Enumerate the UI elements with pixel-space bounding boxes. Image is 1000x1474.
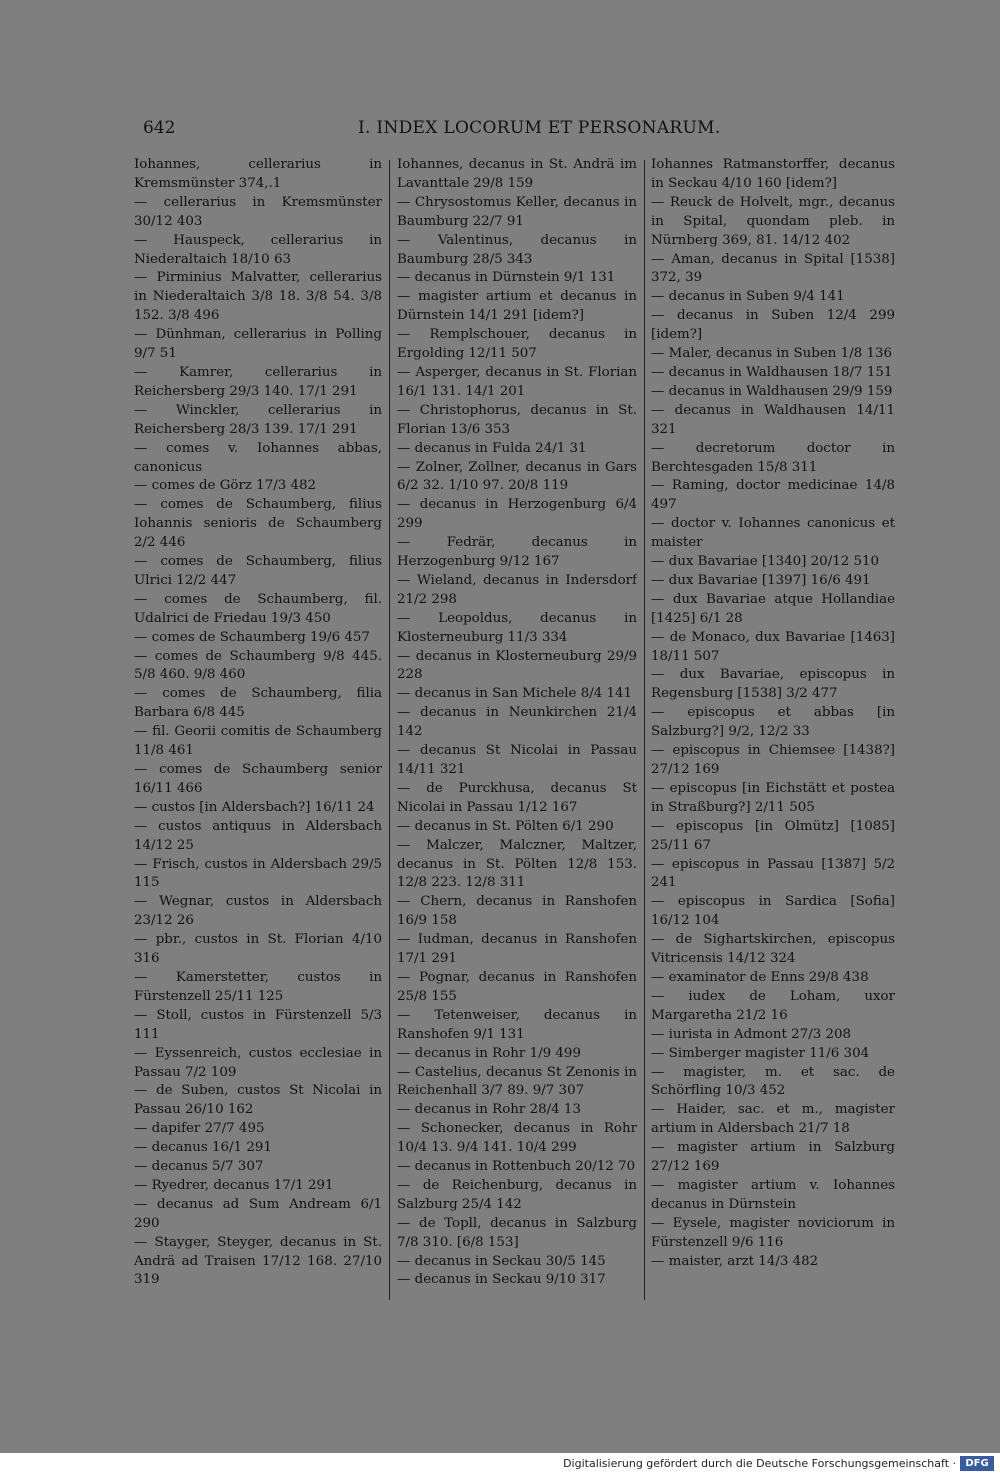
index-entry: — pbr., custos in St. Florian 4/10 316 bbox=[134, 932, 382, 967]
index-entry: — decanus in Suben 12/4 299 [idem?] bbox=[651, 308, 895, 343]
dfg-logo-icon: DFG bbox=[960, 1456, 994, 1471]
index-entry: — decanus in Neunkirchen 21/4 142 bbox=[397, 705, 637, 740]
index-entry: — Remplschouer, decanus in Ergolding 12/11 507 bbox=[397, 327, 637, 362]
index-entry: — de Sighartskirchen, episcopus Vitricensis 14/12 324 bbox=[651, 932, 895, 967]
index-entry: — magister artium v. Iohannes decanus in Dürnstein bbox=[651, 1177, 895, 1212]
index-entry: — Pirminius Malvatter, cellerarius in Niederaltaich 3/8 18. 3/8 54. 3/8 152. 3/8 496 bbox=[134, 270, 382, 324]
index-entry: — magister artium in Salzburg 27/12 169 bbox=[651, 1140, 895, 1175]
index-entry: — Kamerstetter, custos in Fürstenzell 25/11 125 bbox=[134, 969, 382, 1004]
index-entry: — dux Bavariae atque Hollandiae [1425] 6/1 28 bbox=[651, 591, 895, 626]
index-entry: — episcopus in Sardica [Sofia] 16/12 104 bbox=[651, 894, 895, 929]
index-entry: — Raming, doctor medicinae 14/8 497 bbox=[651, 478, 895, 513]
index-entry: — Reuck de Holvelt, mgr., decanus in Spital, quondam pleb. in Nürnberg 369, 81. 14/12 402 bbox=[651, 194, 895, 248]
index-entry: — comes de Schaumberg, fil. Udalrici de Friedau 19/3 450 bbox=[134, 591, 382, 626]
index-entry: — Zolner, Zollner, decanus in Gars 6/2 32. 1/10 97. 20/8 119 bbox=[397, 459, 637, 494]
index-entry: — examinator de Enns 29/8 438 bbox=[651, 969, 869, 985]
footer-credit: Digitalisierung gefördert durch die Deutsche Forschungsgemeinschaft · bbox=[563, 1457, 956, 1470]
index-entry: — doctor v. Iohannes canonicus et maister bbox=[651, 516, 895, 551]
index-entry: — Wegnar, custos in Aldersbach 23/12 26 bbox=[134, 894, 382, 929]
index-entry: — dux Bavariae, episcopus in Regensburg [1538] 3/2 477 bbox=[651, 667, 895, 702]
index-entry: — iurista in Admont 27/3 208 bbox=[651, 1026, 852, 1042]
index-entry: — decanus St Nicolai in Passau 14/11 321 bbox=[397, 743, 637, 777]
index-entry: — iudex de Loham, uxor Margaretha 21/2 16 bbox=[651, 988, 895, 1023]
index-entry: — de Topll, decanus in Salzburg 7/8 310. [6/8 153] bbox=[397, 1215, 637, 1250]
index-entry: — custos [in Aldersbach?] 16/11 24 bbox=[134, 799, 375, 815]
index-entry: — Schonecker, decanus in Rohr 10/4 13. 9/4 141. 10/4 299 bbox=[397, 1121, 637, 1156]
index-entry: — Malczer, Malczner, Maltzer, decanus in St. Pölten 12/8 153. 12/8 223. 12/8 311 bbox=[397, 837, 637, 891]
index-entry: — episcopus in Chiemsee [1438?] 27/12 169 bbox=[651, 743, 895, 777]
index-entry: — comes de Schaumberg, filius Ulrici 12/2 447 bbox=[134, 554, 382, 588]
index-entry: — Eysele, magister noviciorum in Fürstenzell 9/6 116 bbox=[651, 1215, 895, 1250]
index-entry: — dux Bavariae [1397] 16/6 491 bbox=[651, 572, 871, 588]
index-entry: — decanus 16/1 291 bbox=[134, 1140, 272, 1156]
index-entry: — Ryedrer, decanus 17/1 291 bbox=[134, 1177, 334, 1193]
index-entry: — custos antiquus in Aldersbach 14/12 25 bbox=[134, 818, 382, 853]
index-entry: — decanus in Seckau 30/5 145 bbox=[397, 1253, 606, 1269]
index-entry: — decanus 5/7 307 bbox=[134, 1159, 264, 1175]
index-entry: — Tetenweiser, decanus in Ranshofen 9/1 131 bbox=[397, 1007, 637, 1042]
index-entry: — Leopoldus, decanus in Klosterneuburg 11/3 334 bbox=[397, 610, 637, 645]
index-entry: — comes de Schaumberg, filius Iohannis senioris de Schaumberg 2/2 446 bbox=[134, 497, 382, 551]
index-entry: — Simberger magister 11/6 304 bbox=[651, 1045, 870, 1061]
column-divider bbox=[644, 160, 645, 1300]
index-entry: — decanus ad Sum Andream 6/1 290 bbox=[134, 1196, 382, 1231]
index-entry: Iohannes, decanus in St. Andrä im Lavanttale 29/8 159 bbox=[397, 157, 637, 191]
index-entry: — Dünhman, cellerarius in Polling 9/7 51 bbox=[134, 327, 382, 362]
index-entry: — de Suben, custos St Nicolai in Passau 26/10 162 bbox=[134, 1083, 382, 1118]
index-entry: Iohannes Ratmanstorffer, decanus in Seckau 4/10 160 [idem?] bbox=[651, 157, 895, 191]
index-entry: — Aman, decanus in Spital [1538] 372, 39 bbox=[651, 251, 895, 286]
index-entry: — decanus in Rohr 28/4 13 bbox=[397, 1102, 581, 1118]
index-entry: — Fedrär, decanus in Herzogenburg 9/12 167 bbox=[397, 535, 637, 570]
index-entry: — fil. Georii comitis de Schaumberg 11/8 461 bbox=[134, 724, 382, 759]
index-entry: — episcopus in Passau [1387] 5/2 241 bbox=[651, 856, 895, 891]
index-entry: — de Reichenburg, decanus in Salzburg 25/4 142 bbox=[397, 1177, 637, 1212]
column-divider bbox=[389, 160, 390, 1300]
index-entry: — Stoll, custos in Fürstenzell 5/3 111 bbox=[134, 1007, 382, 1042]
index-entry: — Frisch, custos in Aldersbach 29/5 115 bbox=[134, 856, 382, 891]
index-entry: — decanus in Suben 9/4 141 bbox=[651, 289, 845, 305]
index-entry: — decanus in Dürnstein 9/1 131 bbox=[397, 270, 616, 286]
index-entry: — decanus in Rottenbuch 20/12 70 bbox=[397, 1159, 636, 1175]
index-entry: — Haider, sac. et m., magister artium in Aldersbach 21/7 18 bbox=[651, 1102, 895, 1137]
index-entry: — Valentinus, decanus in Baumburg 28/5 343 bbox=[397, 232, 637, 267]
index-entry: — dux Bavariae [1340] 20/12 510 bbox=[651, 554, 880, 570]
index-entry: — decanus in Waldhausen 18/7 151 bbox=[651, 364, 893, 380]
index-entry: — Asperger, decanus in St. Florian 16/1 131. 14/1 201 bbox=[397, 364, 637, 399]
index-entry: — de Monaco, dux Bavariae [1463] 18/11 507 bbox=[651, 629, 895, 664]
index-entry: — Hauspeck, cellerarius in Niederaltaich 18/10 63 bbox=[134, 232, 382, 267]
index-column-3 bbox=[651, 156, 895, 1301]
index-entry: — dapifer 27/7 495 bbox=[134, 1121, 265, 1137]
index-entry: — magister, m. et sac. de Schörfling 10/3 452 bbox=[651, 1064, 895, 1099]
footer-bar bbox=[0, 1453, 1000, 1474]
index-entry: — Castelius, decanus St Zenonis in Reichenhall 3/7 89. 9/7 307 bbox=[397, 1064, 637, 1099]
index-entry: — decretorum doctor in Berchtesgaden 15/8 311 bbox=[651, 440, 895, 475]
index-column-1 bbox=[134, 156, 382, 1301]
index-entry: — comes de Görz 17/3 482 bbox=[134, 478, 317, 494]
index-entry: — decanus in San Michele 8/4 141 bbox=[397, 686, 633, 702]
index-entry: — maister, arzt 14/3 482 bbox=[651, 1253, 819, 1269]
index-entry: — Stayger, Steyger, decanus in St. Andrä ad Traisen 17/12 168. 27/10 319 bbox=[134, 1234, 382, 1288]
index-columns bbox=[134, 156, 897, 1306]
index-entry: — decanus in St. Pölten 6/1 290 bbox=[397, 818, 614, 834]
index-entry: — Chern, decanus in Ranshofen 16/9 158 bbox=[397, 894, 637, 929]
index-entry: Iohannes, cellerarius in Kremsmünster 374,.1 bbox=[134, 157, 382, 191]
index-entry: — Iudman, decanus in Ranshofen 17/1 291 bbox=[397, 932, 637, 967]
index-entry: — decanus in Fulda 24/1 31 bbox=[397, 440, 587, 456]
index-column-2 bbox=[397, 156, 637, 1301]
index-entry: — Maler, decanus in Suben 1/8 136 bbox=[651, 346, 893, 362]
index-entry: — Christophorus, decanus in St. Florian 13/6 353 bbox=[397, 402, 637, 437]
index-entry: — magister artium et decanus in Dürnstein 14/1 291 [idem?] bbox=[397, 289, 637, 324]
index-entry: — episcopus [in Eichstätt et postea in Straßburg?] 2/11 505 bbox=[651, 780, 895, 815]
index-entry: — Winckler, cellerarius in Reichersberg 28/3 139. 17/1 291 bbox=[134, 402, 382, 437]
index-entry: — decanus in Seckau 9/10 317 bbox=[397, 1272, 606, 1288]
index-entry: — comes v. Iohannes abbas, canonicus bbox=[134, 440, 382, 475]
index-entry: — Wieland, decanus in Indersdorf 21/2 298 bbox=[397, 572, 637, 607]
running-title: I. INDEX LOCORUM ET PERSONARUM. bbox=[358, 118, 721, 138]
index-entry: — comes de Schaumberg 9/8 445. 5/8 460. 9/8 460 bbox=[134, 648, 382, 683]
index-entry: — decanus in Klosterneuburg 29/9 228 bbox=[397, 648, 637, 683]
page-number: 642 bbox=[143, 118, 176, 138]
index-entry: — decanus in Rohr 1/9 499 bbox=[397, 1045, 581, 1061]
index-entry: — cellerarius in Kremsmünster 30/12 403 bbox=[134, 194, 382, 229]
index-entry: — comes de Schaumberg, filia Barbara 6/8 445 bbox=[134, 686, 382, 721]
index-entry: — de Purckhusa, decanus St Nicolai in Passau 1/12 167 bbox=[397, 780, 637, 815]
index-entry: — comes de Schaumberg senior 16/11 466 bbox=[134, 762, 382, 796]
index-entry: — Eyssenreich, custos ecclesiae in Passau 7/2 109 bbox=[134, 1045, 382, 1080]
page-header bbox=[143, 118, 893, 142]
index-entry: — Pognar, decanus in Ranshofen 25/8 155 bbox=[397, 969, 637, 1004]
index-entry: — episcopus [in Olmütz] [1085] 25/11 67 bbox=[651, 818, 895, 853]
index-entry: — decanus in Waldhausen 29/9 159 bbox=[651, 383, 893, 399]
index-entry: — Kamrer, cellerarius in Reichersberg 29/3 140. 17/1 291 bbox=[134, 364, 382, 399]
index-entry: — decanus in Waldhausen 14/11 321 bbox=[651, 402, 895, 437]
index-entry: — decanus in Herzogenburg 6/4 299 bbox=[397, 497, 637, 532]
index-entry: — episcopus et abbas [in Salzburg?] 9/2, 12/2 33 bbox=[651, 705, 895, 740]
index-entry: — Chrysostomus Keller, decanus in Baumburg 22/7 91 bbox=[397, 194, 637, 229]
index-entry: — comes de Schaumberg 19/6 457 bbox=[134, 629, 370, 645]
